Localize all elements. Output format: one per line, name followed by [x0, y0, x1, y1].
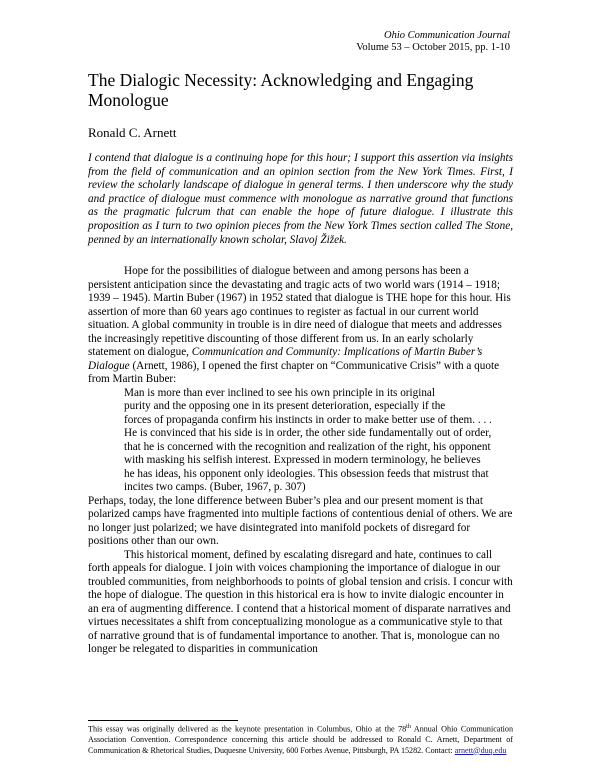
block-quote — [88, 387, 513, 495]
footnote-superscript: th — [406, 724, 411, 730]
contact-email-link[interactable]: arnett@duq.edu — [454, 745, 507, 755]
quote-line: Man is more than ever inclined to see his own principle in its original — [124, 386, 436, 399]
footnote-text-b: Annual Ohio Communication Association Convention. Correspondence concerning this article should be addressed to Ronald C. Arnett, Department of Communication & Rhetorical Studies, Duquesne University, 600 Forbes Avenue, Pittsburgh, PA 15282. Contact: — [88, 724, 513, 755]
paragraph-1 — [88, 265, 513, 387]
quote-line: he has ideas, his opponent only ideologies. This obsession feeds that mistrust that — [124, 467, 489, 480]
quote-line: He is convinced that his side is in order, the other side fundamentally out of order, — [124, 427, 492, 439]
quote-line: that he is concerned with the recognition and realization of the right, his opponent — [124, 440, 491, 453]
paragraph-1-text-a: Hope for the possibilities of dialogue between and among persons has been a persistent anticipation since the devastating and tragic acts of two world wars (1914 – 1918; 1939 – 1945). Martin Buber (1967) in 1952 stated that dialogue is THE hope for this hour. His assertion of more than 60 years ago continues to register as factual in our current world situation. A global community in trouble is in dire need of dialogue that meets and addresses the increasingly repetitive discounting of those different from us. In an early scholarly statement on dialogue, — [88, 265, 511, 358]
abstract: I contend that dialogue is a continuing hope for this hour; I support this assertion via insights from the field of communication and an opinion section from the New York Times. First, I review the scholarly landscape of dialogue in general terms. I then underscore why the study and practice of dialogue must commence with monologue as narrative ground that functions as the pragmatic fulcrum that can enable the hope of future dialogue. I illustrate this proposition as I turn to two opinion pieces from the New York Times section called The Stone, penned by an internationally known scholar, Slavoj Žižek. — [88, 152, 513, 246]
quote-line: incites two camps. (Buber, 1967, p. 307) — [124, 481, 306, 493]
volume-info: Volume 53 – October 2015, pp. 1-10 — [356, 42, 510, 53]
paragraph-1-text-b: (Arnett, 1986), I opened the first chapter on “Communicative Crisis” with a quote from Martin Buber: — [88, 359, 500, 385]
quote-line: with masking his selfish interest. Expressed in modern terminology, he believes — [124, 454, 481, 466]
footnote-text-a: This essay was originally delivered as the keynote presentation in Columbus, Ohio at the 78 — [88, 724, 407, 734]
article-title: The Dialogic Necessity: Acknowledging and Engaging Monologue — [88, 70, 474, 110]
quote-line: purity and the opposing one in its present deterioration, especially if the — [124, 400, 446, 412]
footnote-divider — [88, 720, 238, 721]
journal-name: Ohio Communication Journal — [384, 30, 510, 41]
article-author: Ronald C. Arnett — [88, 125, 177, 140]
book-title: Communication and Community: Implications of Martin Buber’s Dialogue — [88, 346, 483, 372]
journal-header — [356, 30, 510, 54]
paragraph-3: This historical moment, defined by escalating disregard and hate, continues to call forth appeals for dialogue. I join with voices championing the importance of dialogue in our troubled communities, from neighborhoods to points of global tension and crisis. I concur with the hope of dialogue. The question in this historical era is how to invite dialogic encounter in an era of augmenting difference. I contend that a historical moment of disparate narratives and virtues necessitates a shift from conceptualizing monologue as a communicative style to that of narrative ground that is of fundamental importance to another. That is, monologue can no longer be relegated to disparities in communication — [88, 548, 513, 655]
article-body — [88, 265, 513, 657]
quote-line: forces of propaganda confirm his instincts in order to make better use of them. . . . — [124, 413, 492, 426]
footnote — [88, 722, 513, 756]
paragraph-2: Perhaps, today, the lone difference between Buber’s plea and our present moment is that polarized camps have fragmented into multiple factions of contentious denial of others. We are no longer just polarized; we have disintegrated into manifold pockets of disregard for positions other than our own. — [88, 494, 513, 547]
